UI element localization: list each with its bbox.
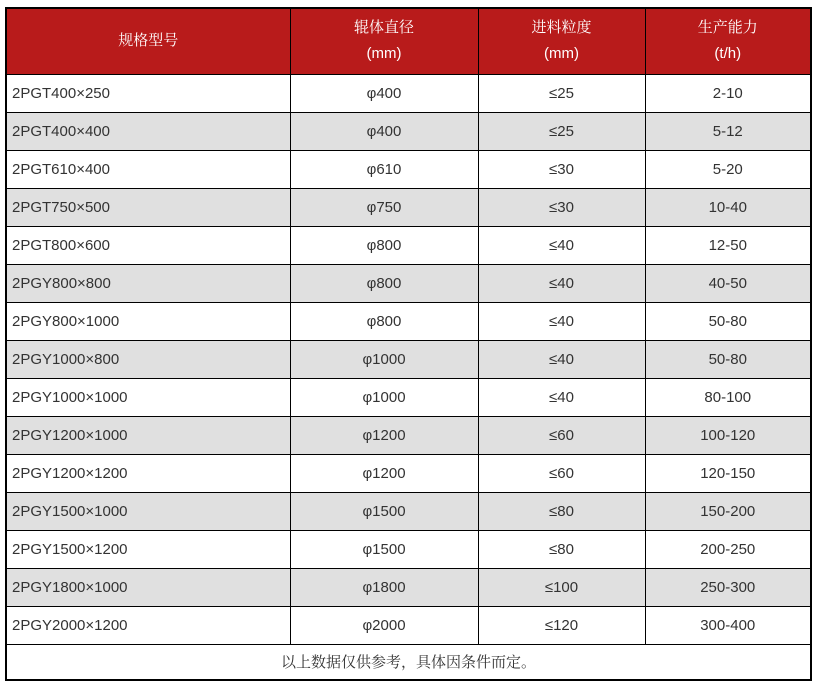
model-cell: 2PGY800×800 — [6, 264, 290, 302]
table-row — [6, 150, 811, 188]
model-cell: 2PGY800×1000 — [6, 302, 290, 340]
roller-diameter-cell: φ750 — [290, 188, 478, 226]
model-cell: 2PGT400×400 — [6, 112, 290, 150]
model-cell: 2PGY1200×1200 — [6, 454, 290, 492]
capacity-cell: 50-80 — [645, 340, 811, 378]
feed-size-cell: ≤60 — [478, 416, 645, 454]
specification-table — [5, 7, 812, 681]
table-row — [6, 568, 811, 606]
capacity-cell: 150-200 — [645, 492, 811, 530]
roller-diameter-cell: φ1000 — [290, 340, 478, 378]
table-row — [6, 74, 811, 112]
header-feed-size-label: 进料粒度 — [531, 19, 592, 37]
roller-diameter-cell: φ1000 — [290, 378, 478, 416]
model-cell: 2PGY1500×1000 — [6, 492, 290, 530]
capacity-cell: 12-50 — [645, 226, 811, 264]
spec-table-body — [6, 74, 811, 644]
roller-diameter-cell: φ1200 — [290, 454, 478, 492]
feed-size-cell: ≤40 — [478, 226, 645, 264]
capacity-cell: 80-100 — [645, 378, 811, 416]
feed-size-cell: ≤80 — [478, 530, 645, 568]
roller-diameter-cell: φ1500 — [290, 492, 478, 530]
header-capacity-label: 生产能力 — [697, 19, 758, 37]
feed-size-cell: ≤40 — [478, 340, 645, 378]
table-row — [6, 492, 811, 530]
roller-diameter-cell: φ800 — [290, 264, 478, 302]
model-cell: 2PGY1800×1000 — [6, 568, 290, 606]
feed-size-cell: ≤120 — [478, 606, 645, 644]
header-capacity — [645, 8, 811, 74]
capacity-cell: 5-12 — [645, 112, 811, 150]
capacity-cell: 50-80 — [645, 302, 811, 340]
feed-size-cell: ≤25 — [478, 74, 645, 112]
roller-diameter-cell: φ800 — [290, 302, 478, 340]
header-roller-diameter — [290, 8, 478, 74]
feed-size-cell: ≤40 — [478, 378, 645, 416]
header-capacity-unit: (t/h) — [714, 45, 742, 63]
feed-size-cell: ≤60 — [478, 454, 645, 492]
roller-diameter-cell: φ400 — [290, 112, 478, 150]
feed-size-cell: ≤100 — [478, 568, 645, 606]
roller-diameter-cell: φ1200 — [290, 416, 478, 454]
header-model — [6, 8, 290, 74]
table-footer — [6, 644, 811, 680]
feed-size-cell: ≤40 — [478, 302, 645, 340]
model-cell: 2PGT800×600 — [6, 226, 290, 264]
header-feed-size — [478, 8, 645, 74]
footnote-row — [6, 644, 811, 680]
header-feed-size-unit: (mm) — [544, 45, 579, 63]
model-cell: 2PGY1200×1000 — [6, 416, 290, 454]
footnote-text: 以上数据仅供参考，具体因条件而定。 — [6, 644, 811, 680]
feed-size-cell: ≤25 — [478, 112, 645, 150]
capacity-cell: 200-250 — [645, 530, 811, 568]
table-row — [6, 188, 811, 226]
roller-diameter-cell: φ2000 — [290, 606, 478, 644]
capacity-cell: 300-400 — [645, 606, 811, 644]
table-row — [6, 454, 811, 492]
feed-size-cell: ≤30 — [478, 188, 645, 226]
roller-diameter-cell: φ400 — [290, 74, 478, 112]
model-cell: 2PGY1500×1200 — [6, 530, 290, 568]
capacity-cell: 2-10 — [645, 74, 811, 112]
header-row — [6, 8, 811, 74]
table-row — [6, 302, 811, 340]
roller-diameter-cell: φ1500 — [290, 530, 478, 568]
table-row — [6, 606, 811, 644]
table-row — [6, 264, 811, 302]
capacity-cell: 10-40 — [645, 188, 811, 226]
model-cell: 2PGT610×400 — [6, 150, 290, 188]
table-row — [6, 530, 811, 568]
feed-size-cell: ≤40 — [478, 264, 645, 302]
capacity-cell: 250-300 — [645, 568, 811, 606]
header-roller-diameter-label: 辊体直径 — [353, 19, 414, 37]
table-row — [6, 416, 811, 454]
header-roller-diameter-unit: (mm) — [366, 45, 402, 63]
table-header — [6, 8, 811, 74]
model-cell: 2PGY2000×1200 — [6, 606, 290, 644]
table-row — [6, 112, 811, 150]
model-cell: 2PGY1000×800 — [6, 340, 290, 378]
roller-diameter-cell: φ610 — [290, 150, 478, 188]
header-model-label: 规格型号 — [118, 32, 179, 50]
model-cell: 2PGT750×500 — [6, 188, 290, 226]
capacity-cell: 100-120 — [645, 416, 811, 454]
capacity-cell: 120-150 — [645, 454, 811, 492]
feed-size-cell: ≤30 — [478, 150, 645, 188]
capacity-cell: 40-50 — [645, 264, 811, 302]
model-cell: 2PGY1000×1000 — [6, 378, 290, 416]
table-row — [6, 226, 811, 264]
roller-diameter-cell: φ800 — [290, 226, 478, 264]
table-row — [6, 340, 811, 378]
roller-diameter-cell: φ1800 — [290, 568, 478, 606]
feed-size-cell: ≤80 — [478, 492, 645, 530]
table-row — [6, 378, 811, 416]
model-cell: 2PGT400×250 — [6, 74, 290, 112]
capacity-cell: 5-20 — [645, 150, 811, 188]
